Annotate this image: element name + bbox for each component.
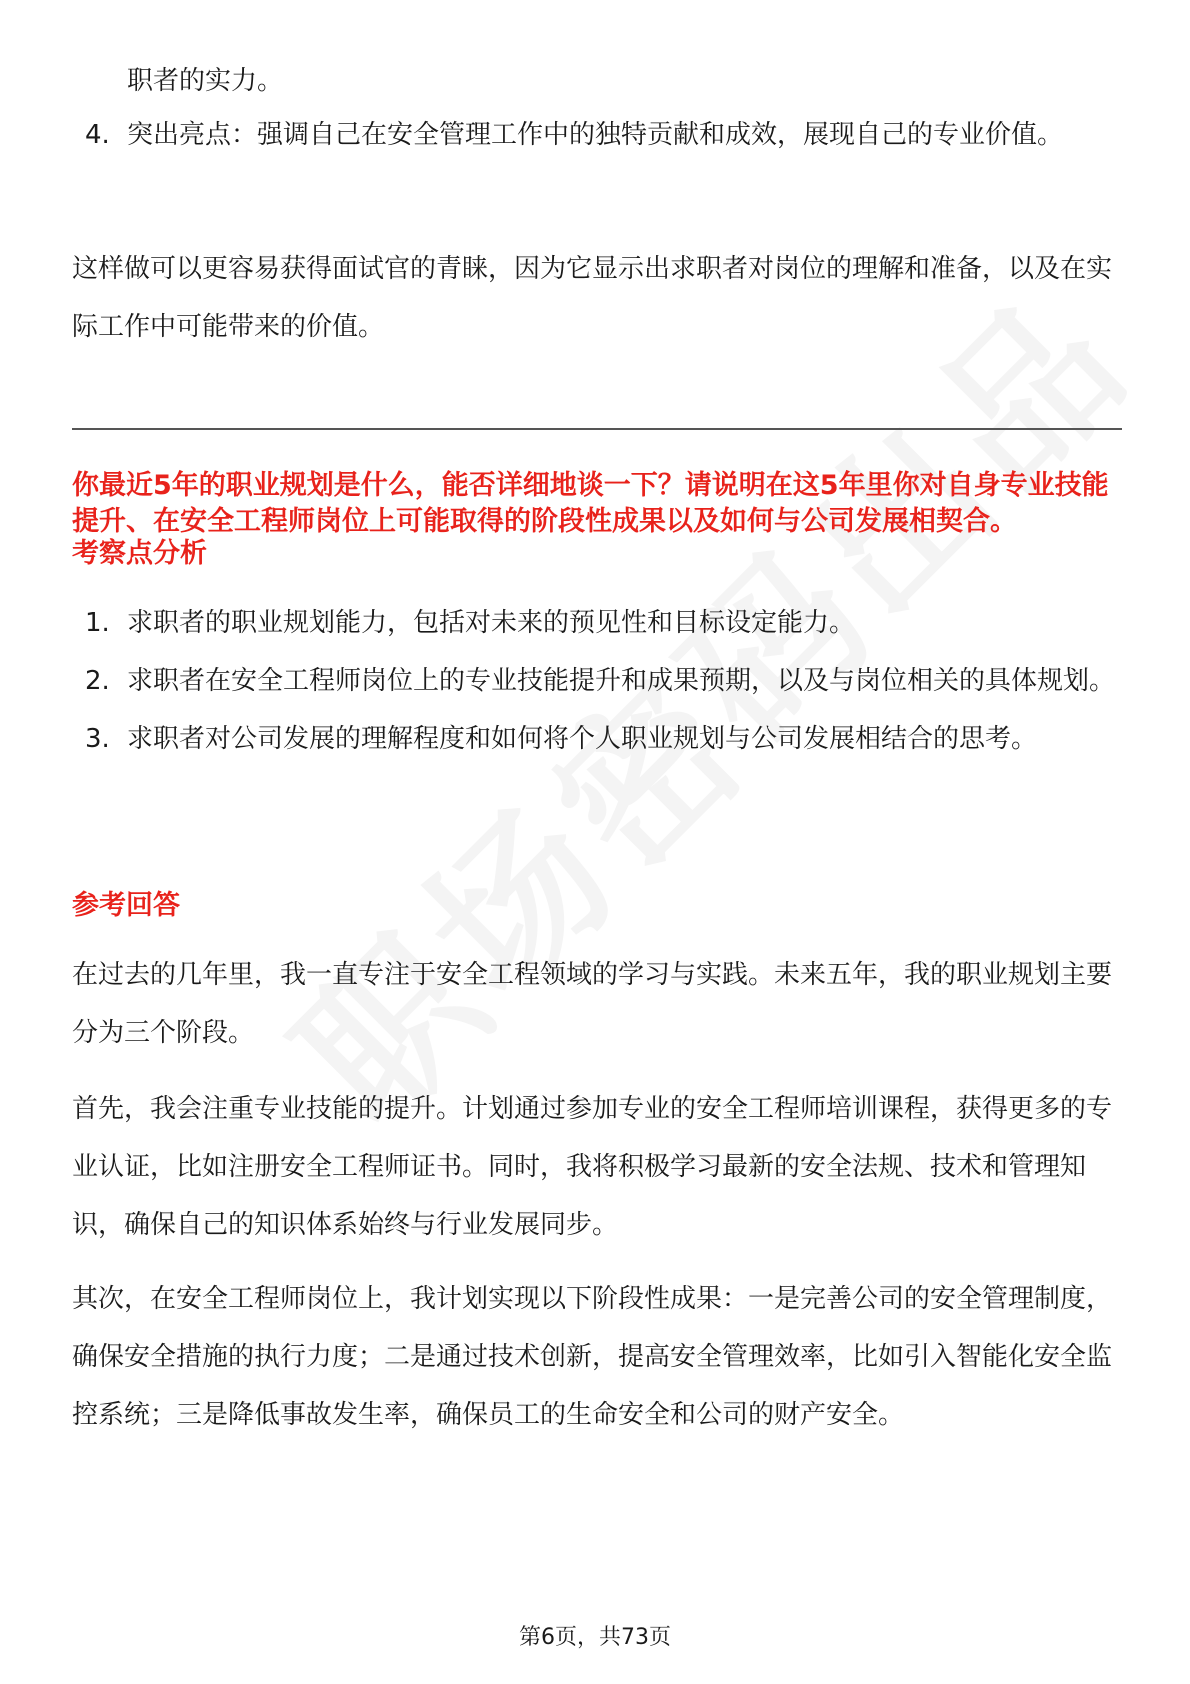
list-item	[72, 594, 1122, 652]
analysis-list	[72, 594, 1122, 768]
page-footer: 第6页，共73页	[519, 1625, 671, 1650]
answer-paragraph: 其次，在安全工程师岗位上，我计划实现以下阶段性成果：一是完善公司的安全管理制度，确保安全措施的执行力度；二是通过技术创新，提高安全管理效率，比如引入智能化安全监控系统；三是降低事故发生率，确保员工的生命安全和公司的财产安全。	[72, 1284, 1113, 1430]
list-text: 突出亮点：强调自己在安全管理工作中的独特贡献和成效，展现自己的专业价值。	[127, 120, 1064, 150]
list-number: 1.	[85, 608, 110, 638]
top-list	[72, 106, 1122, 164]
answer-heading: 参考回答	[72, 890, 180, 921]
list-text: 求职者的职业规划能力，包括对未来的预见性和目标设定能力。	[127, 608, 856, 638]
question-heading: 你最近5年的职业规划是什么，能否详细地谈一下？请说明在这5年里你对自身专业技能提升、在安全工程师岗位上可能取得的阶段性成果以及如何与公司发展相契合。	[72, 470, 1109, 538]
list-text: 求职者对公司发展的理解程度和如何将个人职业规划与公司发展相结合的思考。	[127, 724, 1038, 754]
section-divider	[72, 428, 1122, 430]
list-text: 求职者在安全工程师岗位上的专业技能提升和成果预期，以及与岗位相关的具体规划。	[127, 666, 1116, 696]
summary-paragraph: 这样做可以更容易获得面试官的青睐，因为它显示出求职者对岗位的理解和准备，以及在实际工作中可能带来的价值。	[72, 254, 1113, 342]
document-page	[72, 0, 1122, 1684]
list-number: 2.	[85, 666, 110, 696]
list-item	[72, 106, 1122, 164]
list-continuation: 职者的实力。	[127, 66, 284, 96]
list-number: 3.	[85, 724, 110, 754]
list-number: 4.	[85, 120, 110, 150]
analysis-heading: 考察点分析	[72, 538, 207, 569]
answer-paragraph: 在过去的几年里，我一直专注于安全工程领域的学习与实践。未来五年，我的职业规划主要分为三个阶段。	[72, 960, 1113, 1048]
list-item	[72, 710, 1122, 768]
answer-paragraph: 首先，我会注重专业技能的提升。计划通过参加专业的安全工程师培训课程，获得更多的专业认证，比如注册安全工程师证书。同时，我将积极学习最新的安全法规、技术和管理知识，确保自己的知识体系始终与行业发展同步。	[72, 1094, 1113, 1240]
list-item	[72, 652, 1122, 710]
